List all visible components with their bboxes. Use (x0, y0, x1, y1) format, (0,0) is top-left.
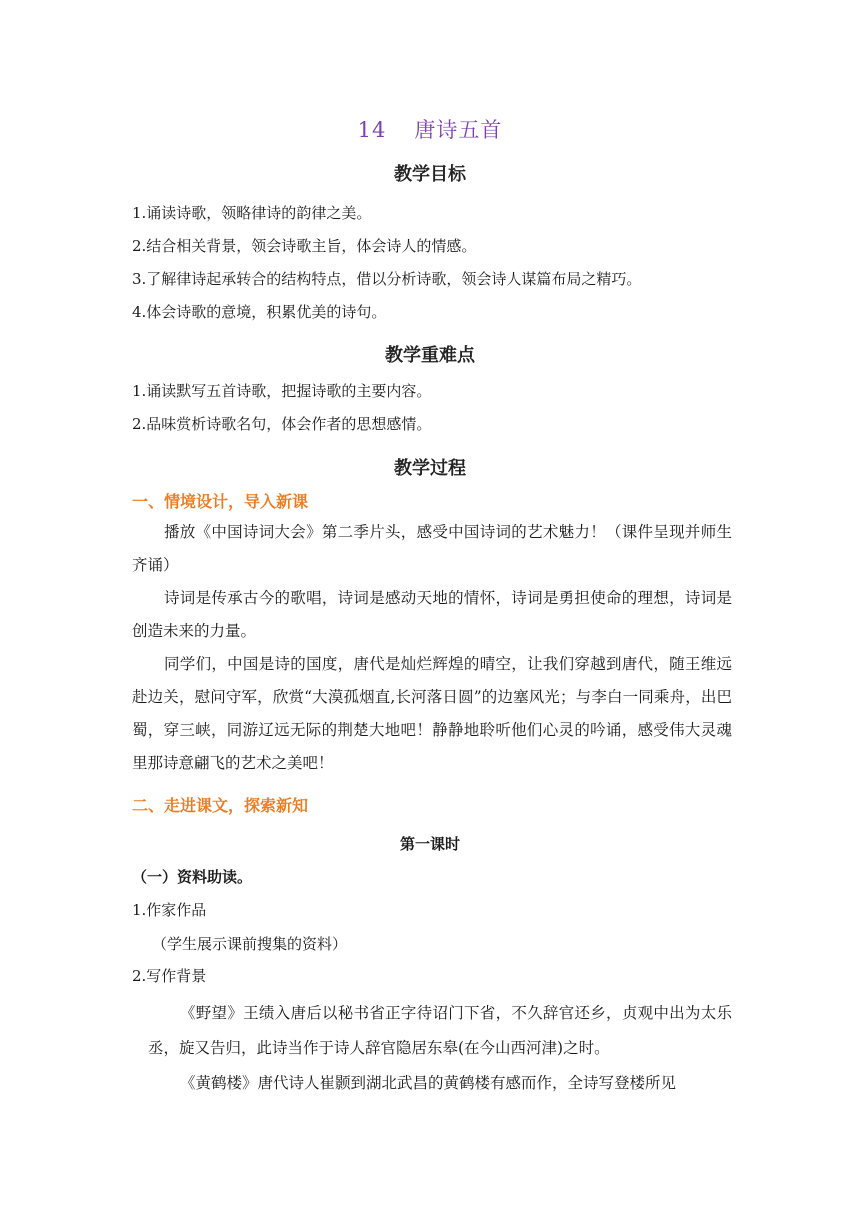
lesson-title: 唐诗五首 (414, 118, 503, 142)
objective-item: 3.了解律诗起承转合的结构特点，借以分析诗歌，领会诗人谋篇布局之精巧。 (132, 270, 642, 288)
list-item: 2.写作背景 (132, 967, 207, 985)
lesson-period: 第一课时 (399, 835, 460, 853)
key-point-item: 2.品味赏析诗歌名句，体会作者的思想感情。 (132, 415, 432, 433)
paragraph: 同学们，中国是诗的国度，唐代是灿烂辉煌的晴空，让我们穿越到唐代，随王维远赴边关，慰问守军，欣赏“大漠孤烟直,长河落日圆”的边塞风光；与李白一同乘舟，出巴蜀，穿三峡，同游辽远无际的荆楚大地吧！静静地聆听他们心灵的吟诵，感受伟大灵魂里那诗意翩飞的艺术之美吧！ (132, 655, 732, 772)
background-paragraph: 《黄鹤楼》唐代诗人崔颢到湖北武昌的黄鹤楼有感而作，全诗写登楼所见 (180, 1074, 677, 1092)
paragraph: 诗词是传承古今的歌唱，诗词是感动天地的情怀，诗词是勇担使命的理想，诗词是创造未来的力量。 (132, 589, 732, 640)
objective-item: 2.结合相关背景，领会诗歌主旨，体会诗人的情感。 (132, 237, 477, 255)
part1-heading: 一、情境设计，导入新课 (132, 492, 309, 511)
subsection-heading: （一）资料助读。 (132, 868, 253, 886)
part2-heading: 二、走进课文，探索新知 (132, 796, 309, 815)
note: （学生展示课前搜集的资料） (152, 935, 348, 953)
page-title (0, 114, 860, 144)
paragraph: 播放《中国诗词大会》第二季片头，感受中国诗词的艺术魅力！（课件呈现并师生齐诵） (132, 523, 732, 574)
key-points-heading: 教学重难点 (385, 345, 475, 366)
lesson-number: 14 (357, 118, 387, 142)
list-item: 1.作家作品 (132, 901, 207, 919)
process-heading: 教学过程 (394, 458, 466, 479)
objectives-heading: 教学目标 (394, 164, 466, 185)
background-paragraph: 《野望》王绩入唐后以秘书省正字待诏门下省，不久辞官还乡，贞观中出为太乐丞，旋又告归，此诗当作于诗人辞官隐居东皋(在今山西河津)之时。 (148, 1004, 732, 1057)
objective-item: 4.体会诗歌的意境，积累优美的诗句。 (132, 303, 387, 321)
objective-item: 1.诵读诗歌，领略律诗的韵律之美。 (132, 204, 372, 222)
key-point-item: 1.诵读默写五首诗歌，把握诗歌的主要内容。 (132, 382, 432, 400)
